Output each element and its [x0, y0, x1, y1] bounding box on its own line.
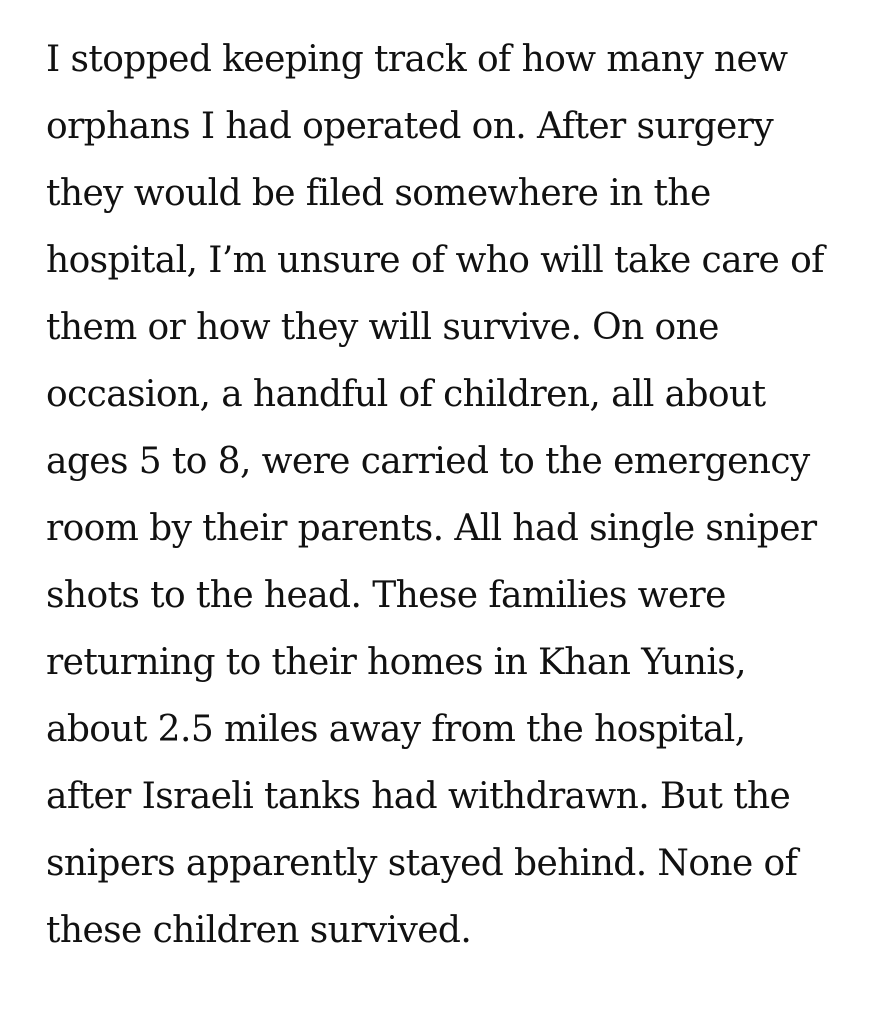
- paragraph-line: I stopped keeping track of how many new: [46, 39, 788, 80]
- paragraph-line: them or how they will survive. On one: [46, 307, 719, 348]
- paragraph-line: room by their parents. All had single sniper: [46, 508, 817, 549]
- paragraph-line: orphans I had operated on. After surgery: [46, 106, 774, 147]
- paragraph-line: they would be filed somewhere in the: [46, 173, 711, 214]
- paragraph-line: these children survived.: [46, 910, 472, 951]
- paragraph-line: ages 5 to 8, were carried to the emergency: [46, 441, 810, 482]
- paragraph-line: after Israeli tanks had withdrawn. But the: [46, 776, 791, 817]
- paragraph-line: returning to their homes in Khan Yunis,: [46, 642, 747, 683]
- paragraph-line: occasion, a handful of children, all about: [46, 374, 766, 415]
- paragraph-line: snipers apparently stayed behind. None of: [46, 843, 798, 884]
- paragraph-line: hospital, I’m unsure of who will take care of: [46, 240, 824, 281]
- paragraph-line: shots to the head. These families were: [46, 575, 726, 616]
- paragraph-line: about 2.5 miles away from the hospital,: [46, 709, 746, 750]
- article-paragraph: [46, 26, 876, 964]
